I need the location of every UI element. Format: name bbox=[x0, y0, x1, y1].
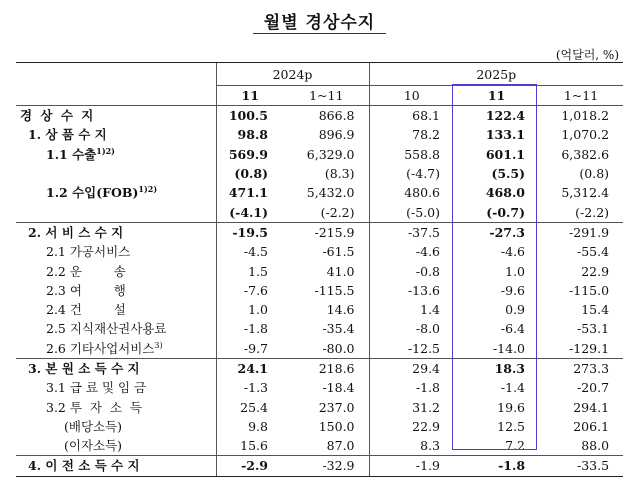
header-row-months bbox=[16, 86, 623, 106]
row-label-text: 3. 본 원 소 득 수 지 bbox=[28, 361, 140, 376]
table-cell: -61.5 bbox=[322, 244, 355, 260]
table-row bbox=[16, 397, 623, 416]
table-cell: 100.5 bbox=[216, 106, 284, 126]
table-row bbox=[16, 183, 623, 202]
table-row bbox=[16, 202, 623, 222]
row-label-text: 2.3 여 행 bbox=[46, 282, 126, 298]
row-label bbox=[16, 242, 216, 261]
table-cell: 88.0 bbox=[581, 438, 610, 454]
table-cell: 5,312.4 bbox=[561, 185, 610, 201]
row-label bbox=[16, 456, 216, 476]
table-cell: -14.0 bbox=[492, 340, 526, 356]
row-label-text: 1. 상 품 수 지 bbox=[28, 127, 107, 143]
table-row bbox=[16, 222, 623, 242]
table-row bbox=[16, 456, 623, 476]
row-label-text: 2.4 건 설 bbox=[46, 302, 126, 318]
row-label bbox=[16, 417, 216, 436]
table-cell: -80.0 bbox=[322, 340, 355, 356]
header-blank bbox=[16, 86, 216, 106]
row-label bbox=[16, 261, 216, 280]
unit-label: (억달러, %) bbox=[555, 48, 619, 62]
table-cell: -9.7 bbox=[216, 339, 284, 359]
table-cell: 8.3 bbox=[369, 436, 454, 456]
row-label bbox=[16, 125, 216, 144]
table-cell: (5.5) bbox=[491, 166, 526, 182]
table-cell: 558.8 bbox=[369, 145, 454, 164]
table-cell: 569.9 bbox=[216, 145, 284, 164]
table-cell: 1,070.2 bbox=[561, 127, 610, 143]
table-cell: 480.6 bbox=[369, 183, 454, 202]
table-cell: 12.5 bbox=[497, 418, 526, 434]
table-cell: -7.6 bbox=[216, 281, 284, 300]
header-col-2025-11: 11 bbox=[454, 86, 539, 106]
table-row bbox=[16, 339, 623, 359]
row-label-text: (배당소득) bbox=[64, 418, 123, 434]
table-cell: 1.0 bbox=[216, 300, 284, 319]
table-cell: -291.9 bbox=[539, 222, 623, 242]
row-label bbox=[16, 145, 216, 164]
row-label-text: 2.5 지식재산권사용료 bbox=[46, 321, 167, 337]
footnote-marker: 3) bbox=[154, 340, 163, 350]
row-label-text: 4. 이 전 소 득 수 지 bbox=[28, 458, 140, 474]
row-label bbox=[16, 222, 216, 242]
table-row bbox=[16, 281, 623, 300]
table-cell: -4.5 bbox=[216, 242, 284, 261]
table-cell: 31.2 bbox=[369, 397, 454, 416]
table-cell: -37.5 bbox=[369, 222, 454, 242]
header-col-2024-1-11: 1~11 bbox=[284, 86, 369, 106]
table-cell: -1.8 bbox=[369, 378, 454, 397]
row-label bbox=[16, 358, 216, 378]
table-cell: 237.0 bbox=[318, 399, 355, 415]
table-cell: 150.0 bbox=[318, 418, 355, 434]
table-cell: 133.1 bbox=[485, 127, 526, 143]
table-cell: 122.4 bbox=[454, 106, 539, 126]
table-cell: 866.8 bbox=[284, 106, 369, 126]
table-cell: 471.1 bbox=[216, 183, 284, 202]
row-label-text: 2.1 가공서비스 bbox=[46, 244, 131, 260]
table-cell: -6.4 bbox=[500, 321, 526, 337]
table-cell: -115.5 bbox=[314, 282, 355, 298]
table-cell: 5,432.0 bbox=[306, 185, 355, 201]
row-label bbox=[16, 319, 216, 338]
table-cell: -13.6 bbox=[369, 281, 454, 300]
table-cell: -9.6 bbox=[500, 282, 526, 298]
table-cell: 601.1 bbox=[485, 146, 526, 162]
table-cell: 41.0 bbox=[326, 263, 355, 279]
table-cell: (-4.7) bbox=[369, 164, 454, 183]
header-year-2025: 2025p bbox=[369, 63, 623, 86]
header-blank bbox=[16, 63, 216, 86]
table-row bbox=[16, 164, 623, 183]
table-row bbox=[16, 106, 623, 126]
row-label-text: 2. 서 비 스 수 지 bbox=[28, 224, 124, 240]
table-cell: -215.9 bbox=[284, 222, 369, 242]
row-label bbox=[16, 339, 216, 359]
table-cell: 206.1 bbox=[573, 418, 610, 434]
table-row bbox=[16, 261, 623, 280]
table-cell: -33.5 bbox=[539, 456, 623, 476]
footnote-marker: 1)2) bbox=[138, 184, 158, 195]
table-cell: -27.3 bbox=[454, 222, 539, 242]
table-cell: 896.9 bbox=[318, 127, 355, 143]
header-col-2024-11: 11 bbox=[216, 86, 284, 106]
table-row bbox=[16, 300, 623, 319]
table-cell: 25.4 bbox=[216, 397, 284, 416]
table-cell: 1.5 bbox=[216, 261, 284, 280]
row-label bbox=[16, 300, 216, 319]
table-row bbox=[16, 145, 623, 164]
table-cell: 294.1 bbox=[573, 399, 610, 415]
table-cell: -1.4 bbox=[500, 380, 526, 396]
table-cell: 7.2 bbox=[505, 438, 526, 454]
table-cell: (-2.2) bbox=[320, 204, 355, 220]
table-cell: (-4.1) bbox=[216, 202, 284, 222]
table-cell: 68.1 bbox=[369, 106, 454, 126]
table-cell: 15.4 bbox=[581, 302, 610, 318]
row-label bbox=[16, 378, 216, 397]
row-label bbox=[16, 164, 216, 183]
table-cell: -1.9 bbox=[369, 456, 454, 476]
table-cell: 29.4 bbox=[369, 358, 454, 378]
table-cell: (0.8) bbox=[216, 164, 284, 183]
table-cell: 273.3 bbox=[539, 358, 623, 378]
table-cell: -55.4 bbox=[576, 244, 610, 260]
title-underline bbox=[253, 33, 386, 34]
table-cell: 24.1 bbox=[216, 358, 284, 378]
table-cell: 1.4 bbox=[369, 300, 454, 319]
table-cell: -8.0 bbox=[369, 319, 454, 338]
page-title: 월별 경상수지 bbox=[263, 13, 376, 33]
table-cell: -4.6 bbox=[500, 244, 526, 260]
table-cell: (-0.7) bbox=[486, 204, 526, 220]
table-cell: 14.6 bbox=[326, 302, 355, 318]
table-cell: 6,329.0 bbox=[306, 146, 355, 162]
table-cell: (-5.0) bbox=[369, 202, 454, 222]
table-cell: -1.8 bbox=[454, 456, 539, 476]
table-cell: 468.0 bbox=[485, 185, 526, 201]
table-cell: -115.0 bbox=[569, 282, 610, 298]
table-cell: 0.9 bbox=[505, 302, 526, 318]
row-label-text: 3.2 투 자 소 득 bbox=[46, 399, 142, 415]
table-cell: 1,018.2 bbox=[539, 106, 623, 126]
row-label-text: 3.1 급 료 및 임 금 bbox=[46, 380, 147, 396]
table-row bbox=[16, 319, 623, 338]
table-cell: (0.8) bbox=[579, 166, 610, 182]
table-cell: -32.9 bbox=[284, 456, 369, 476]
header-year-2024: 2024p bbox=[216, 63, 369, 86]
table-cell: (-2.2) bbox=[575, 204, 610, 220]
row-label-text: 경 상 수 지 bbox=[20, 108, 96, 124]
row-label bbox=[16, 202, 216, 222]
table-row bbox=[16, 358, 623, 378]
table-row bbox=[16, 125, 623, 144]
table-cell: -12.5 bbox=[369, 339, 454, 359]
row-label-text: 1.2 수입(FOB) bbox=[46, 185, 139, 201]
row-label bbox=[16, 281, 216, 300]
table-cell: 218.6 bbox=[284, 358, 369, 378]
table-row bbox=[16, 242, 623, 261]
table-cell: 9.8 bbox=[216, 417, 284, 436]
header-row-years bbox=[16, 63, 623, 86]
table-cell: 87.0 bbox=[326, 438, 355, 454]
row-label-text: 2.6 기타사업서비스 bbox=[46, 340, 155, 356]
table-row bbox=[16, 436, 623, 456]
table-cell: -20.7 bbox=[576, 380, 610, 396]
table-cell: (8.3) bbox=[324, 166, 355, 182]
table-cell: 22.9 bbox=[581, 263, 610, 279]
table-cell: -4.6 bbox=[369, 242, 454, 261]
table-cell: -35.4 bbox=[322, 321, 355, 337]
row-label bbox=[16, 436, 216, 456]
current-account-table bbox=[16, 62, 623, 477]
header-col-2025-10: 10 bbox=[369, 86, 454, 106]
row-label bbox=[16, 397, 216, 416]
table-cell: 1.0 bbox=[505, 263, 526, 279]
table-cell: -129.1 bbox=[569, 340, 610, 356]
row-label-text: (이자소득) bbox=[64, 438, 123, 454]
table-cell: -53.1 bbox=[576, 321, 610, 337]
header-col-2025-1-11: 1~11 bbox=[539, 86, 623, 106]
table-cell: -18.4 bbox=[322, 380, 355, 396]
table-cell: 98.8 bbox=[216, 125, 284, 144]
table-cell: 18.3 bbox=[454, 358, 539, 378]
table-row bbox=[16, 417, 623, 436]
table-cell: -1.8 bbox=[216, 319, 284, 338]
table-cell: 15.6 bbox=[216, 436, 284, 456]
table-cell: 19.6 bbox=[497, 399, 526, 415]
table-cell: 6,382.6 bbox=[561, 146, 610, 162]
table-cell: -0.8 bbox=[369, 261, 454, 280]
row-label bbox=[16, 106, 216, 126]
footnote-marker: 1)2) bbox=[96, 145, 115, 156]
table-cell: 78.2 bbox=[369, 125, 454, 144]
table-cell: -1.3 bbox=[216, 378, 284, 397]
row-label-text: 1.1 수출 bbox=[46, 146, 97, 162]
table-row bbox=[16, 378, 623, 397]
row-label-text: 2.2 운 송 bbox=[46, 263, 126, 279]
table-cell: -19.5 bbox=[216, 222, 284, 242]
table-cell: -2.9 bbox=[216, 456, 284, 476]
table-cell: 22.9 bbox=[369, 417, 454, 436]
row-label bbox=[16, 183, 216, 202]
